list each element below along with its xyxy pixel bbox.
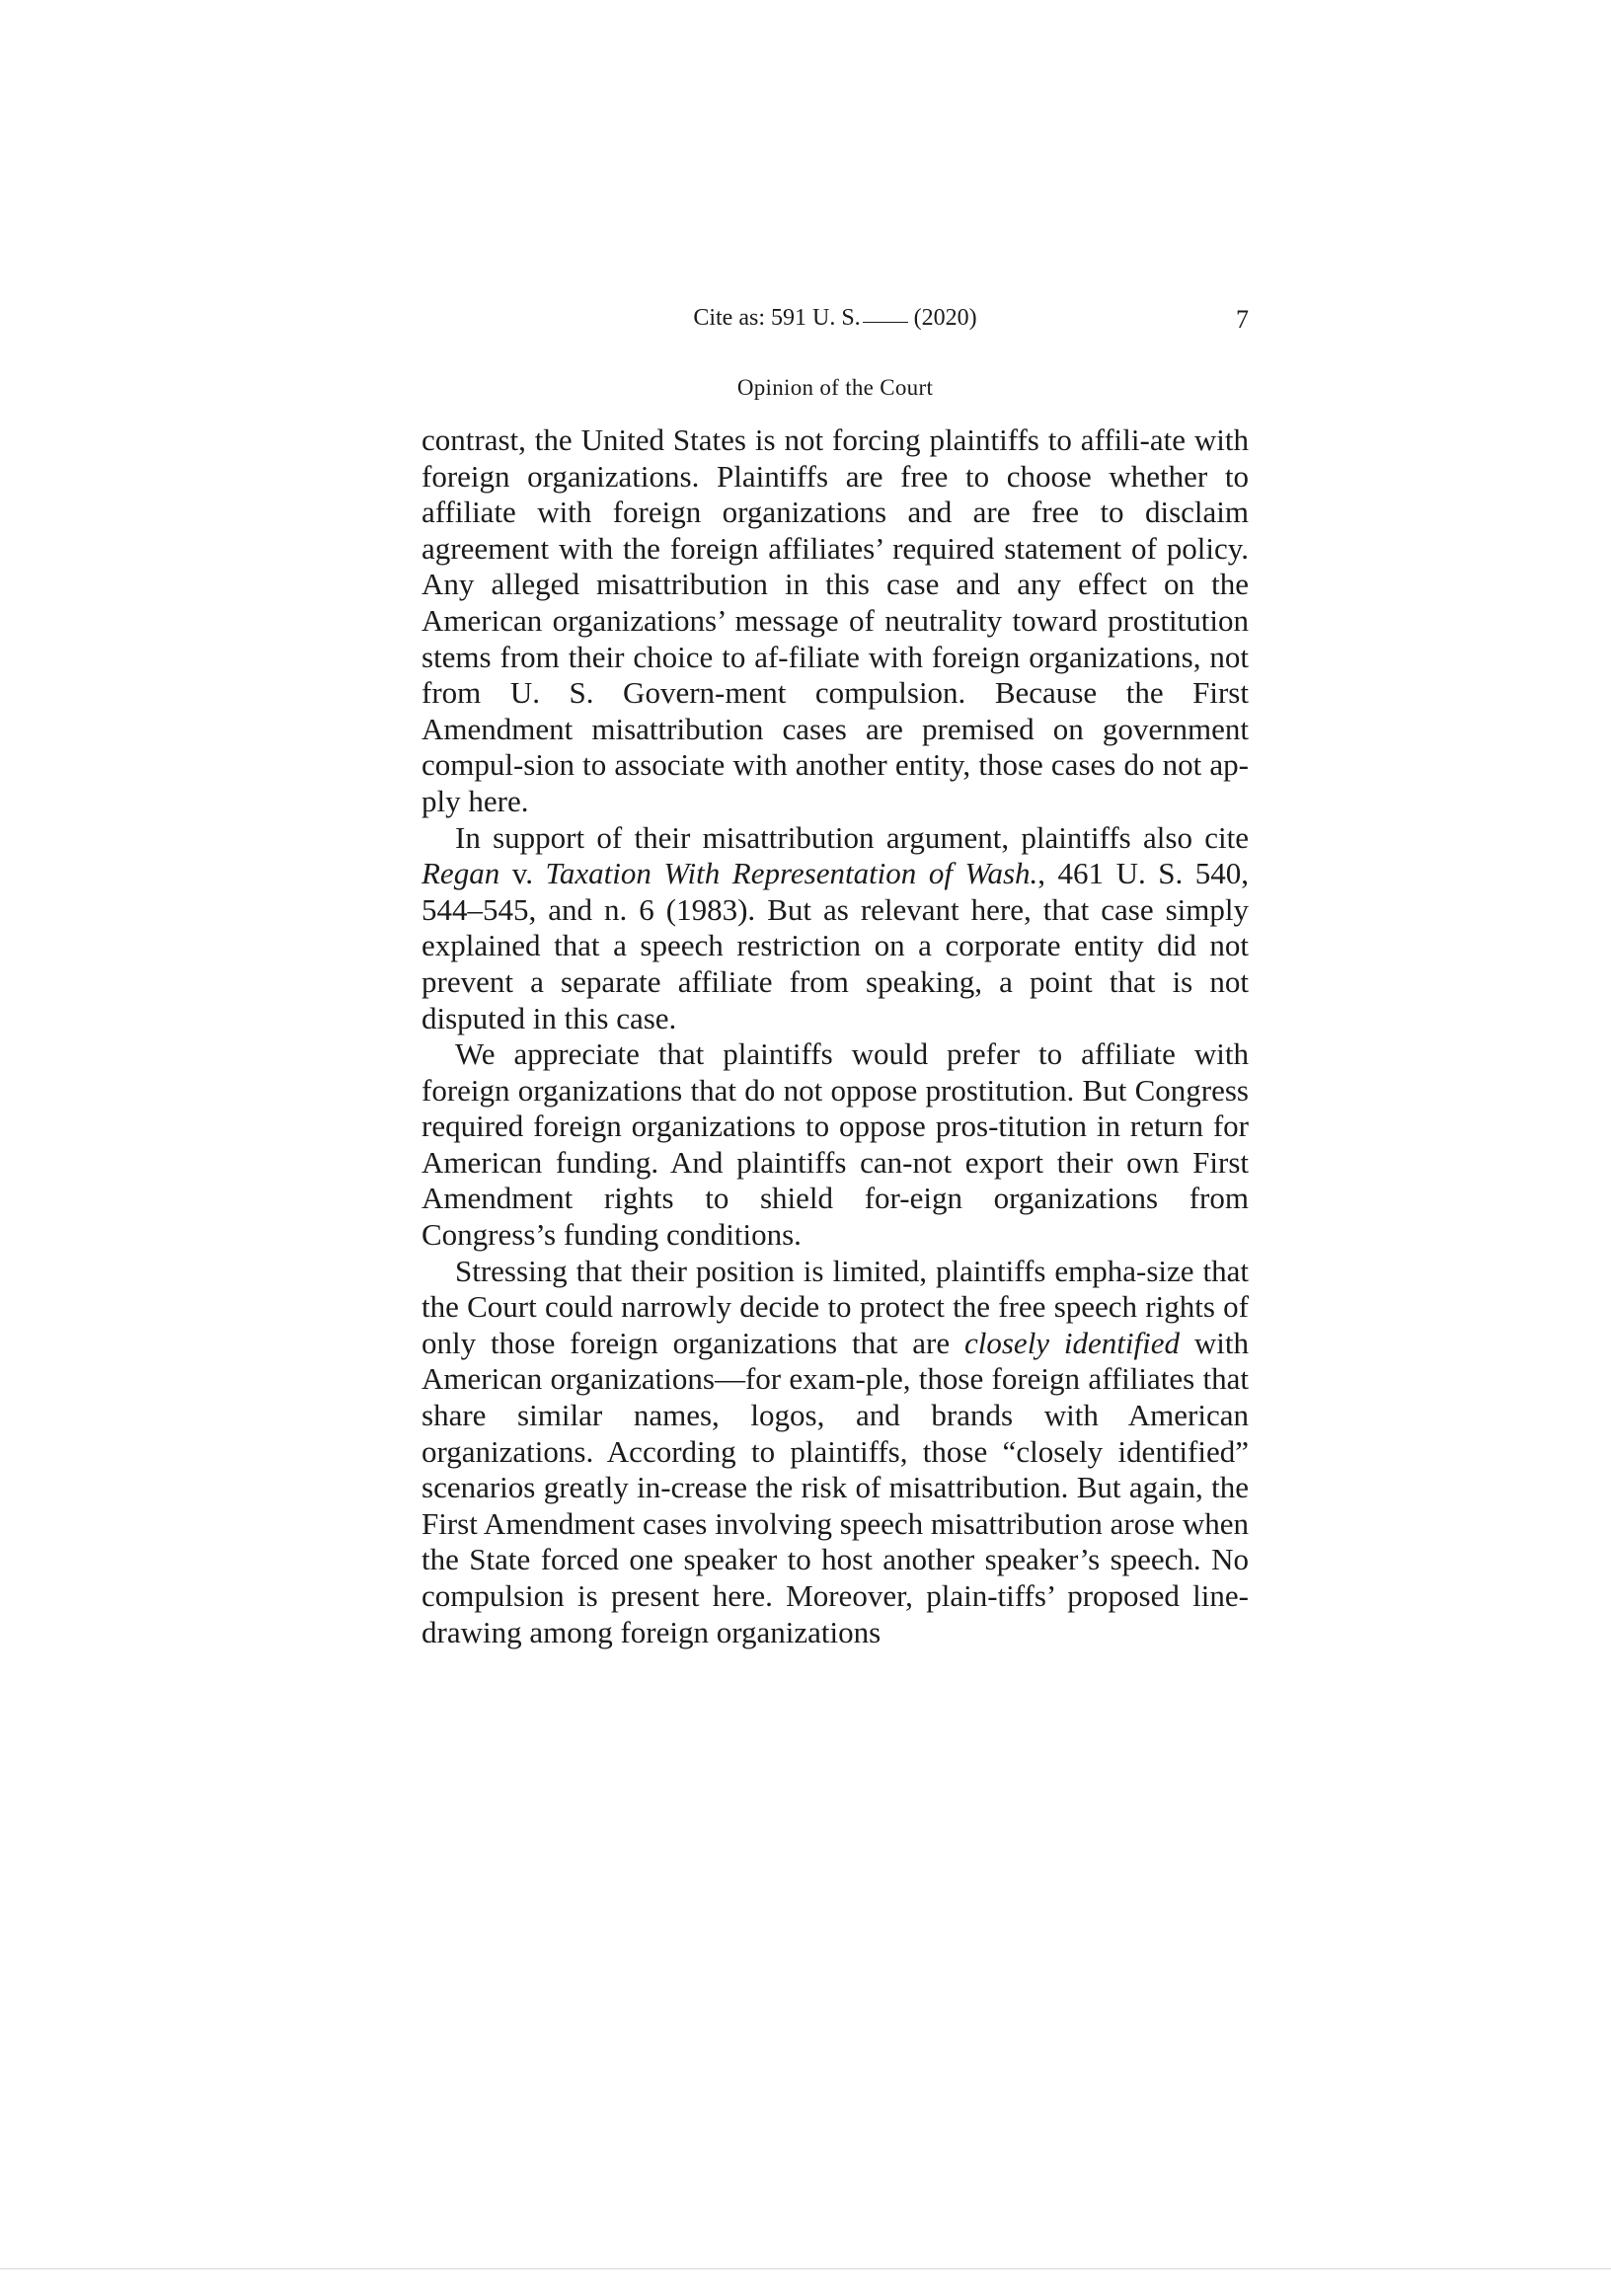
citation-prefix: Cite as: 591 U. S.	[693, 305, 861, 331]
emphasis-closely-identified: closely identified	[964, 1325, 1181, 1360]
case-connector: v.	[499, 856, 546, 891]
citation-year: (2020)	[913, 305, 977, 331]
paragraph-4-text-a: Stressing that their position is limited, plaintiffs empha-size that the Court could narrowly decide to protect the free speech rights of only those foreign organizations that are	[422, 1253, 1249, 1360]
citation-line	[422, 305, 1249, 332]
opinion-label: Opinion of the Court	[736, 375, 934, 400]
paragraph-4-text-b: with American organizations—for exam-ple, those foreign affiliates that share similar names, logos, and brands with American organizations. According to plaintiffs, those “closely identified” scenarios greatly in-crease the risk of misattribution. But again, the First Amendment cases involving speech misattribution arose when the State forced one speaker to host another speaker’s speech. No compulsion is present here. Moreover, plain-tiffs’ proposed line-drawing among foreign organizations	[422, 1325, 1249, 1649]
paragraph-4	[422, 1254, 1249, 1651]
citation-blank	[863, 322, 908, 323]
scan-edge-line	[0, 2268, 1611, 2269]
paragraph-2	[422, 820, 1249, 1037]
case-name-taxation: Taxation With Representation of Wash.	[545, 856, 1038, 891]
paragraph-3: We appreciate that plaintiffs would prefer to affiliate with foreign organizations that do not oppose prostitution. But Congress required foreign organizations to oppose pros-titution in return for American funding. And plaintiffs can-not export their own First Amendment rights to shield for-eign organizations from Congress’s funding conditions.	[422, 1036, 1249, 1253]
paragraph-1: contrast, the United States is not forcing plaintiffs to affili-ate with foreign organizations. Plaintiffs are free to choose whether to affiliate with foreign organizations and are free to disclaim agreement with the foreign affiliates’ required statement of policy. Any alleged misattribution in this case and any effect on the American organizations’ message of neutrality toward prostitution stems from their choice to af-filiate with foreign organizations, not from U. S. Govern-ment compulsion. Because the First Amendment misattribution cases are premised on government compul-sion to associate with another entity, those cases do not ap-ply here.	[422, 422, 1249, 818]
paragraph-2-text-b: , 461 U. S. 540, 544–545, and n. 6 (1983). But as relevant here, that case simply explained that a speech restriction on a corporate entity did not prevent a separate affiliate from speaking, a point that is not disputed in this case.	[422, 856, 1249, 1035]
running-head	[422, 305, 1249, 344]
page-number: 7	[1236, 305, 1249, 334]
case-name-regan: Regan	[422, 856, 500, 891]
opinion-body	[422, 422, 1249, 1650]
paragraph-2-text-a: In support of their misattribution argument, plaintiffs also cite	[455, 819, 1249, 855]
